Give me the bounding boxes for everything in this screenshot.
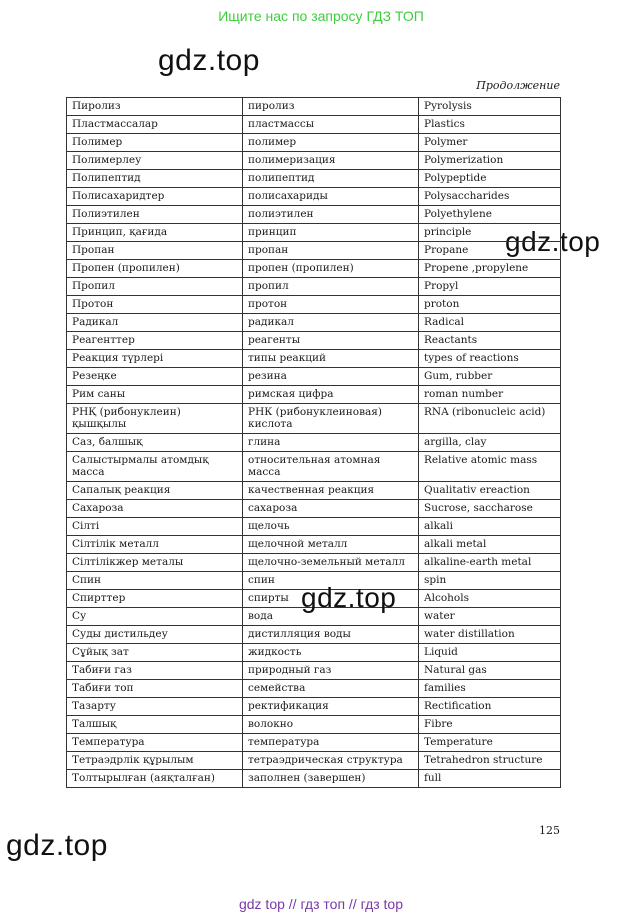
table-row <box>67 152 561 170</box>
russian-term: спирты <box>243 590 419 608</box>
table-row <box>67 770 561 788</box>
kazakh-term: Полисахаридтер <box>67 188 243 206</box>
table-row <box>67 116 561 134</box>
russian-term: щелочь <box>243 518 419 536</box>
table-row <box>67 518 561 536</box>
english-term: roman number <box>419 386 561 404</box>
english-term: Qualitativ ereaction <box>419 482 561 500</box>
page-number: 125 <box>539 824 560 837</box>
russian-term: типы реакций <box>243 350 419 368</box>
kazakh-term: Протон <box>67 296 243 314</box>
russian-term: пластмассы <box>243 116 419 134</box>
russian-term: пропил <box>243 278 419 296</box>
russian-term: реагенты <box>243 332 419 350</box>
table-row <box>67 644 561 662</box>
kazakh-term: Полиэтилен <box>67 206 243 224</box>
russian-term: полисахариды <box>243 188 419 206</box>
english-term: Polypeptide <box>419 170 561 188</box>
table-row <box>67 224 561 242</box>
english-term: Polymer <box>419 134 561 152</box>
table-row <box>67 260 561 278</box>
russian-term: резина <box>243 368 419 386</box>
watermark: gdz.top <box>301 582 397 613</box>
table-row <box>67 98 561 116</box>
russian-term: РНК (рибонуклеиновая) кислота <box>243 404 419 434</box>
english-term: water distillation <box>419 626 561 644</box>
russian-term: волокно <box>243 716 419 734</box>
russian-term: ректификация <box>243 698 419 716</box>
table-row <box>67 452 561 482</box>
russian-term: протон <box>243 296 419 314</box>
russian-term: римская цифра <box>243 386 419 404</box>
english-term: full <box>419 770 561 788</box>
english-term: families <box>419 680 561 698</box>
kazakh-term: Реакция түрлері <box>67 350 243 368</box>
russian-term: качественная реакция <box>243 482 419 500</box>
kazakh-term: Рим саны <box>67 386 243 404</box>
russian-term: вода <box>243 608 419 626</box>
table-row <box>67 386 561 404</box>
kazakh-term: Пиролиз <box>67 98 243 116</box>
kazakh-term: Полипептид <box>67 170 243 188</box>
english-term: water <box>419 608 561 626</box>
table-row <box>67 626 561 644</box>
russian-term: семейства <box>243 680 419 698</box>
english-term: Temperature <box>419 734 561 752</box>
english-term: Reactants <box>419 332 561 350</box>
kazakh-term: Принцип, қағида <box>67 224 243 242</box>
top-banner[interactable]: Ищите нас по запросу ГДЗ ТОП <box>218 8 424 24</box>
russian-term: спин <box>243 572 419 590</box>
kazakh-term: Пластмассалар <box>67 116 243 134</box>
russian-term: радикал <box>243 314 419 332</box>
table-row <box>67 332 561 350</box>
english-term: alkaline-earth metal <box>419 554 561 572</box>
kazakh-term: Резеңке <box>67 368 243 386</box>
kazakh-term: Саз, балшық <box>67 434 243 452</box>
russian-term: жидкость <box>243 644 419 662</box>
english-term: proton <box>419 296 561 314</box>
table-row <box>67 680 561 698</box>
english-term: Tetrahedron structure <box>419 752 561 770</box>
kazakh-term: Сілтілік металл <box>67 536 243 554</box>
kazakh-term: Температура <box>67 734 243 752</box>
table-row <box>67 368 561 386</box>
english-term: Propane <box>419 242 561 260</box>
kazakh-term: Полимер <box>67 134 243 152</box>
english-term: RNA (ribonucleic acid) <box>419 404 561 434</box>
kazakh-term: Пропил <box>67 278 243 296</box>
table-row <box>67 170 561 188</box>
table-row <box>67 482 561 500</box>
kazakh-term: Спин <box>67 572 243 590</box>
watermark: gdz.top <box>6 829 108 862</box>
kazakh-term: Пропен (пропилен) <box>67 260 243 278</box>
russian-term: полипептид <box>243 170 419 188</box>
table-row <box>67 350 561 368</box>
kazakh-term: Полимерлеу <box>67 152 243 170</box>
glossary-table <box>66 97 561 788</box>
kazakh-term: Салыстырмалы атомдық масса <box>67 452 243 482</box>
table-row <box>67 206 561 224</box>
english-term: types of reactions <box>419 350 561 368</box>
kazakh-term: Тазарту <box>67 698 243 716</box>
kazakh-term: Сахароза <box>67 500 243 518</box>
russian-term: щелочной металл <box>243 536 419 554</box>
watermark: gdz.top <box>505 226 601 257</box>
table-row <box>67 296 561 314</box>
table-row <box>67 188 561 206</box>
english-term: Sucrose, saccharose <box>419 500 561 518</box>
kazakh-term: Спирттер <box>67 590 243 608</box>
english-term: Plastics <box>419 116 561 134</box>
kazakh-term: Су <box>67 608 243 626</box>
table-row <box>67 536 561 554</box>
continuation-label: Продолжение <box>476 79 560 92</box>
kazakh-term: Толтырылған (аяқталған) <box>67 770 243 788</box>
russian-term: принцип <box>243 224 419 242</box>
english-term: Polysaccharides <box>419 188 561 206</box>
russian-term: пропен (пропилен) <box>243 260 419 278</box>
russian-term: полиэтилен <box>243 206 419 224</box>
kazakh-term: РНҚ (рибонуклеин) қышқылы <box>67 404 243 434</box>
kazakh-term: Табиғи топ <box>67 680 243 698</box>
english-term: Alcohols <box>419 590 561 608</box>
english-term: Polymerization <box>419 152 561 170</box>
english-term: principle <box>419 224 561 242</box>
kazakh-term: Талшық <box>67 716 243 734</box>
english-term: Relative atomic mass <box>419 452 561 482</box>
table-row <box>67 554 561 572</box>
english-term: Polyethylene <box>419 206 561 224</box>
russian-term: дистилляция воды <box>243 626 419 644</box>
kazakh-term: Сұйық зат <box>67 644 243 662</box>
table-row <box>67 500 561 518</box>
english-term: spin <box>419 572 561 590</box>
table-row <box>67 734 561 752</box>
russian-term: природный газ <box>243 662 419 680</box>
kazakh-term: Сілтілікжер металы <box>67 554 243 572</box>
english-term: Pyrolysis <box>419 98 561 116</box>
table-row <box>67 662 561 680</box>
table-row <box>67 716 561 734</box>
table-row <box>67 134 561 152</box>
english-term: Fibre <box>419 716 561 734</box>
kazakh-term: Сапалық реакция <box>67 482 243 500</box>
kazakh-term: Суды дистильдеу <box>67 626 243 644</box>
russian-term: пиролиз <box>243 98 419 116</box>
russian-term: сахароза <box>243 500 419 518</box>
english-term: Propene ,propylene <box>419 260 561 278</box>
russian-term: заполнен (завершен) <box>243 770 419 788</box>
russian-term: щелочно-земельный металл <box>243 554 419 572</box>
watermark: gdz.top <box>158 44 260 77</box>
russian-term: относительная атомная масса <box>243 452 419 482</box>
english-term: Gum, rubber <box>419 368 561 386</box>
bottom-links[interactable]: gdz top // гдз топ // гдз top <box>238 896 404 912</box>
english-term: Propyl <box>419 278 561 296</box>
english-term: alkali metal <box>419 536 561 554</box>
english-term: Radical <box>419 314 561 332</box>
table-row <box>67 278 561 296</box>
english-term: argilla, clay <box>419 434 561 452</box>
english-term: Natural gas <box>419 662 561 680</box>
kazakh-term: Радикал <box>67 314 243 332</box>
russian-term: тетраэдрическая структура <box>243 752 419 770</box>
table-row <box>67 242 561 260</box>
russian-term: пропан <box>243 242 419 260</box>
table-row <box>67 404 561 434</box>
kazakh-term: Тетраэдрлік құрылым <box>67 752 243 770</box>
kazakh-term: Пропан <box>67 242 243 260</box>
russian-term: температура <box>243 734 419 752</box>
table-row <box>67 314 561 332</box>
english-term: Rectification <box>419 698 561 716</box>
english-term: Liquid <box>419 644 561 662</box>
kazakh-term: Реагенттер <box>67 332 243 350</box>
table-row <box>67 752 561 770</box>
kazakh-term: Сілті <box>67 518 243 536</box>
russian-term: полимер <box>243 134 419 152</box>
table-row <box>67 434 561 452</box>
kazakh-term: Табиғи газ <box>67 662 243 680</box>
english-term: alkali <box>419 518 561 536</box>
russian-term: глина <box>243 434 419 452</box>
table-row <box>67 698 561 716</box>
russian-term: полимеризация <box>243 152 419 170</box>
